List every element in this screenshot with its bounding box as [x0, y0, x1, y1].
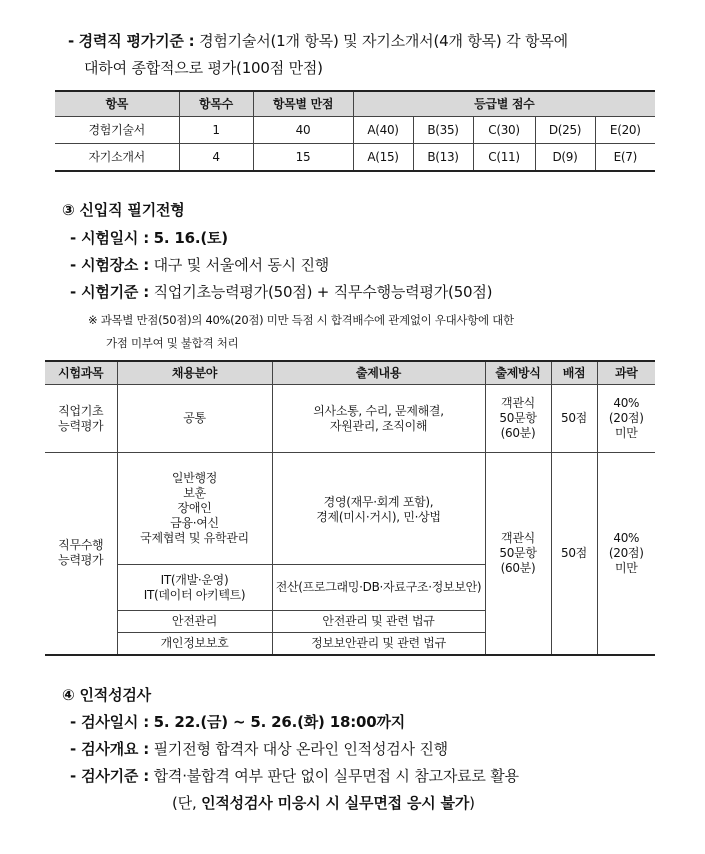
cell-content: 경영(재무·회계 포함), 경제(미시·거시), 민·상법 — [272, 453, 485, 565]
cell-method: 객관식 50문항 (60분) — [485, 453, 551, 655]
career-criteria-line1 — [68, 31, 568, 51]
table-row — [55, 117, 655, 144]
personality-overview-line: - 검사개요 : 필기전형 합격자 대상 온라인 인적성검사 진행 — [70, 740, 448, 758]
newhire-place-label: 시험장소 : — [81, 256, 150, 274]
personality-overview-label: 검사개요 : — [81, 740, 150, 758]
cell-max: 40 — [253, 117, 353, 144]
newhire-date-line: - 시험일시 : 5. 16.(토) — [70, 229, 228, 247]
cell-grade: A(40) — [353, 117, 413, 144]
cell-item: 자기소개서 — [55, 144, 179, 172]
personality-criteria-label: 검사기준 : — [81, 767, 150, 785]
newhire-note-line2: 가점 미부여 및 불합격 처리 — [106, 336, 239, 350]
cell-field: IT(개발·운영) IT(데이터 아키텍트) — [117, 565, 272, 611]
cell-content: 전산(프로그래밍·DB·자료구조·정보보안) — [272, 565, 485, 611]
header-item: 항목 — [55, 91, 179, 117]
cell-subject: 직업기초 능력평가 — [45, 385, 117, 453]
cell-grade: E(7) — [595, 144, 655, 172]
cell-max: 15 — [253, 144, 353, 172]
cell-grade: D(25) — [535, 117, 595, 144]
header-content: 출제내용 — [272, 361, 485, 385]
cell-content: 정보보안관리 및 관련 법규 — [272, 633, 485, 655]
score-table — [55, 90, 655, 172]
score-table-header — [55, 91, 655, 117]
bullet-dash: - — [68, 32, 75, 50]
newhire-place-value: 대구 및 서울에서 동시 진행 — [153, 256, 330, 274]
newhire-place-line: - 시험장소 : 대구 및 서울에서 동시 진행 — [70, 256, 330, 274]
note-bold: 인적성검사 미응시 시 실무면접 응시 불가 — [201, 794, 470, 812]
cell-grade: A(15) — [353, 144, 413, 172]
personality-date-label: 검사일시 : — [81, 713, 150, 731]
cell-grade: C(30) — [473, 117, 535, 144]
header-points: 배점 — [551, 361, 597, 385]
personality-date-value: 5. 22.(금) ~ 5. 26.(화) 18:00까지 — [153, 713, 406, 731]
header-count: 항목수 — [179, 91, 253, 117]
personality-date-line: - 검사일시 : 5. 22.(금) ~ 5. 26.(화) 18:00까지 — [70, 713, 406, 731]
newhire-date-label: 시험일시 : — [81, 229, 150, 247]
cell-content: 의사소통, 수리, 문제해결, 자원관리, 조직이해 — [272, 385, 485, 453]
cell-content: 안전관리 및 관련 법규 — [272, 611, 485, 633]
career-criteria-label: 경력직 평가기준 : — [78, 32, 195, 50]
personality-heading: ④ 인적성검사 — [62, 686, 151, 704]
header-subject: 시험과목 — [45, 361, 117, 385]
newhire-criteria-label: 시험기준 : — [81, 283, 150, 301]
cell-grade: B(35) — [413, 117, 473, 144]
cell-count: 1 — [179, 117, 253, 144]
cell-grade: E(20) — [595, 117, 655, 144]
newhire-date-value: 5. 16.(토) — [153, 229, 228, 247]
header-method: 출제방식 — [485, 361, 551, 385]
personality-criteria-line: - 검사기준 : 합격·불합격 여부 판단 없이 실무면접 시 참고자료로 활용 — [70, 767, 519, 785]
newhire-criteria-value: 직업기초능력평가(50점) + 직무수행능력평가(50점) — [153, 283, 493, 301]
newhire-criteria-line: - 시험기준 : 직업기초능력평가(50점) + 직무수행능력평가(50점) — [70, 283, 493, 301]
cell-subject: 직무수행 능력평가 — [45, 453, 117, 655]
cell-cutoff: 40% (20점) 미만 — [597, 385, 655, 453]
header-cutoff: 과락 — [597, 361, 655, 385]
cell-points: 50점 — [551, 453, 597, 655]
cell-field: 공통 — [117, 385, 272, 453]
cell-method: 객관식 50문항 (60분) — [485, 385, 551, 453]
exam-table — [45, 360, 655, 656]
personality-criteria-value: 합격·불합격 여부 판단 없이 실무면접 시 참고자료로 활용 — [153, 767, 519, 785]
personality-note-line — [172, 793, 475, 813]
personality-overview-value: 필기전형 합격자 대상 온라인 인적성검사 진행 — [153, 740, 448, 758]
career-criteria-line2: 대하여 종합적으로 평가(100점 만점) — [84, 59, 323, 77]
table-row — [55, 144, 655, 172]
cell-field: 개인정보보호 — [117, 633, 272, 655]
cell-item: 경험기술서 — [55, 117, 179, 144]
cell-grade: B(13) — [413, 144, 473, 172]
newhire-heading: ③ 신입직 필기전형 — [62, 201, 185, 219]
header-max: 항목별 만점 — [253, 91, 353, 117]
table-row — [45, 453, 655, 565]
cell-grade: C(11) — [473, 144, 535, 172]
note-prefix: (단, — [172, 794, 202, 812]
table-row — [45, 385, 655, 453]
exam-table-header — [45, 361, 655, 385]
cell-field: 안전관리 — [117, 611, 272, 633]
cell-grade: D(9) — [535, 144, 595, 172]
note-suffix: ) — [469, 794, 475, 812]
header-field: 채용분야 — [117, 361, 272, 385]
cell-count: 4 — [179, 144, 253, 172]
header-grades: 등급별 점수 — [353, 91, 655, 117]
cell-cutoff: 40% (20점) 미만 — [597, 453, 655, 655]
cell-field: 일반행정 보훈 장애인 금융·여신 국제협력 및 유학관리 — [117, 453, 272, 565]
career-criteria-text: 경험기술서(1개 항목) 및 자기소개서(4개 항목) 각 항목에 — [199, 32, 568, 50]
cell-points: 50점 — [551, 385, 597, 453]
newhire-note-line1: ※ 과목별 만점(50점)의 40%(20점) 미만 득점 시 합격배수에 관계없이 우대사항에 대한 — [88, 313, 514, 327]
